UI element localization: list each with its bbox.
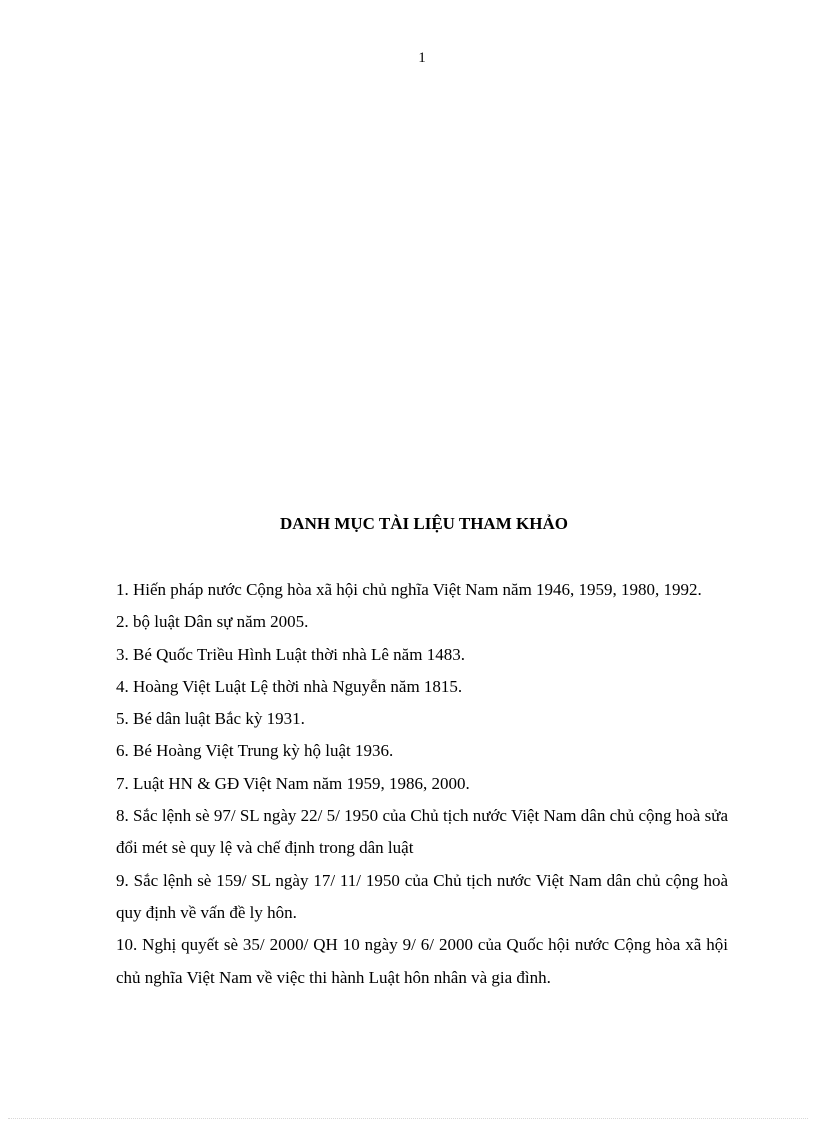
reference-item: 5. Bé dân luật Bắc kỳ 1931. (116, 709, 305, 729)
page-bottom-divider (8, 1118, 808, 1119)
reference-item: 6. Bé Hoàng Việt Trung kỳ hộ luật 1936. (116, 741, 394, 761)
reference-item: 2. bộ luật Dân sự năm 2005. (116, 612, 309, 632)
reference-item: 1. Hiến pháp nước Cộng hòa xã hội chủ nghĩa Việt Nam năm 1946, 1959, 1980, 1992. (116, 580, 702, 599)
reference-item: 3. Bé Quốc Triều Hình Luật thời nhà Lê năm 1483. (116, 644, 465, 664)
reference-list (116, 574, 728, 994)
page-number: 1 (418, 50, 426, 66)
reference-item: 7. Luật HN & GĐ Việt Nam năm 1959, 1986, 2000. (116, 773, 470, 793)
page-title: DANH MỤC TÀI LIỆU THAM KHẢO (280, 514, 568, 533)
reference-item: 9. Sắc lệnh sè 159/ SL ngày 17/ 11/ 1950 của Chủ tịch nước Việt Nam dân chủ cộng hoà quy định về vấn đề ly hôn. (116, 870, 728, 922)
reference-item: 10. Nghị quyết sè 35/ 2000/ QH 10 ngày 9/ 6/ 2000 của Quốc hội nước Cộng hòa xã hội chủ nghĩa Việt Nam về việc thi hành Luật hôn nhân và gia đình. (116, 935, 728, 987)
reference-item: 4. Hoàng Việt Luật Lệ thời nhà Nguyễn năm 1815. (116, 676, 463, 696)
reference-item: 8. Sắc lệnh sè 97/ SL ngày 22/ 5/ 1950 của Chủ tịch nước Việt Nam dân chủ cộng hoà sửa đổi mét sè quy lệ và chế định trong dân luật (116, 806, 728, 858)
